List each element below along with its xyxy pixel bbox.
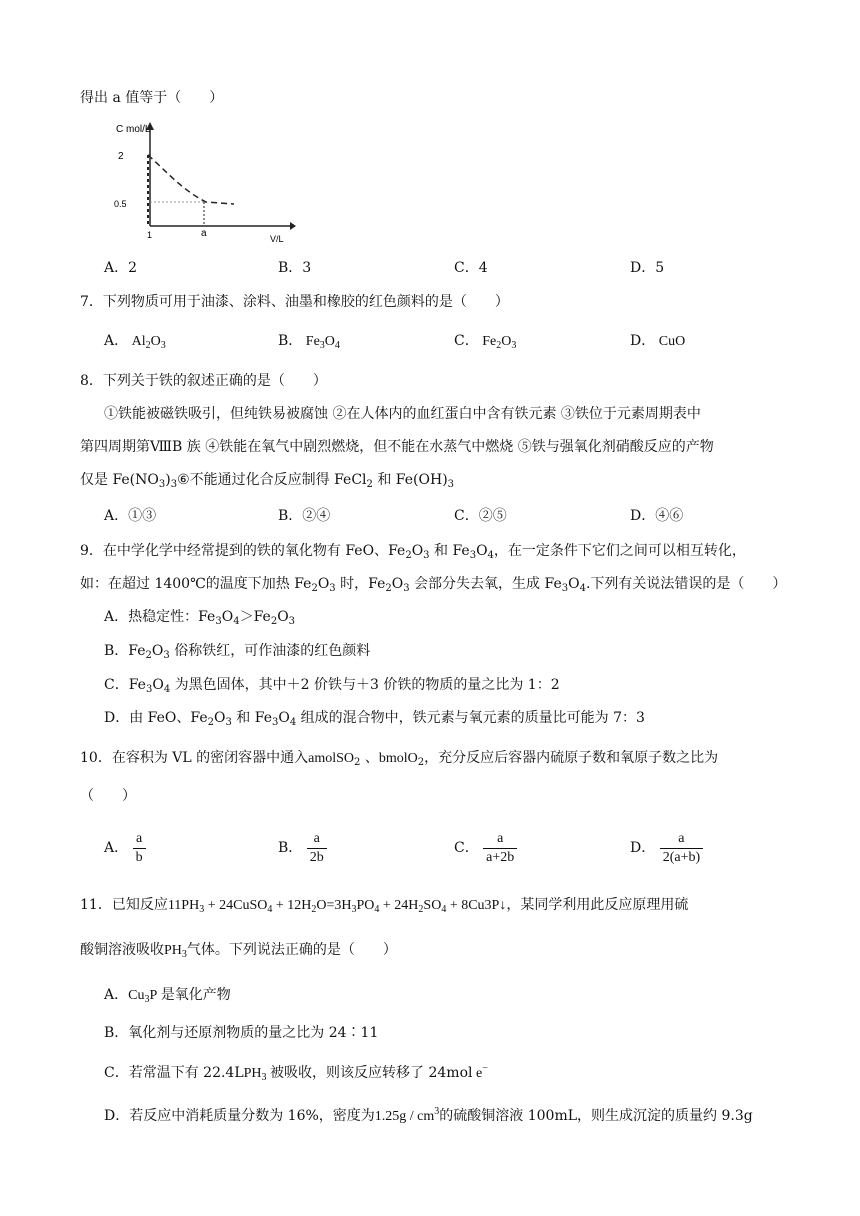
q9-option-d[interactable]: D．由 FeO、$Fe_2O_3$ 和 $Fe_3O_4$ 组成的混合物中，铁元素与氧元素的质量比可能为 7：3 xyxy=(104,710,645,728)
q9-stem-line-2: 如：在超过 1400℃的温度下加热 $Fe_2O_3$ 时，$Fe_2O_3$ 会部分失去氧，生成 $Fe_3O_4$.下列有关说法错误的是（ ） xyxy=(80,576,787,594)
q11-option-b[interactable]: B．氧化剂与还原剂物质的量之比为 24∶11 xyxy=(104,1025,379,1041)
x-axis-arrow xyxy=(290,222,296,230)
q8-statement-line-2: 第四周期第ⅧB 族 ④铁能在氧气中剧烈燃烧，但不能在水蒸气中燃烧 ⑤铁与强氧化剂硝酸反应的产物 xyxy=(80,439,714,455)
x-tick-1: 1 xyxy=(147,230,153,240)
q9-option-c[interactable]: C．$Fe_3O_4$ 为黑色固体，其中＋2 价铁与＋3 价铁的物质的量之比为 1：2 xyxy=(104,677,560,695)
q8-stem: 8．下列关于铁的叙述正确的是（ ） xyxy=(80,373,327,389)
q11-option-d[interactable]: D．若反应中消耗质量分数为 16%，密度为$1.25g / cm^3$的硫酸铜溶液 100mL，则生成沉淀的质量约 9.3g xyxy=(104,1106,753,1124)
q10-option-d[interactable]: D． $\frac{a}{2(a+b)}$ xyxy=(630,828,703,868)
y-tick-0-5: 0.5 xyxy=(114,199,127,209)
q6-option-a[interactable]: A．2 xyxy=(104,260,138,276)
q9-option-a[interactable]: A．热稳定性：$Fe_3O_4>Fe_2O_3$ xyxy=(104,609,296,627)
q11-option-a[interactable]: A．$Cu_3P$ 是氧化产物 xyxy=(104,987,231,1005)
q10-stem-line-2: （ ） xyxy=(80,788,136,804)
q8-option-a[interactable]: A．①③ xyxy=(104,508,157,524)
q11-option-c[interactable]: C．若常温下有 $22.4LPH_3$ 被吸收，则该反应转移了 24mol e− xyxy=(104,1063,488,1083)
q7-stem: 7．下列物质可用于油漆、涂料、油墨和橡胶的红色颜料的是（ ） xyxy=(80,294,509,310)
concentration-volume-graph xyxy=(110,118,300,248)
q10-option-b[interactable]: B． $\frac{a}{2b}$ xyxy=(278,828,327,868)
concentration-curve xyxy=(148,155,234,204)
q10-stem-line-1: 10．在容积为 VL 的密闭容器中通入amolSO$_2$ 、bmolO$_2$，充分反应后容器内硫原子数和氧原子数之比为 xyxy=(80,750,719,768)
q7-option-a[interactable]: A． $Al_2O_3$ xyxy=(104,333,166,351)
q11-stem-line-1: 11．已知反应$11PH_3$ + 24CuSO$_4$ + $12H_2O=3H_3PO_4 + 24H_2SO_4$ + 8Cu3P↓，某同学利用此反应原理用硫 xyxy=(80,897,689,915)
q7-option-b[interactable]: B． $Fe_3O_4$ xyxy=(278,333,340,351)
x-tick-a: a xyxy=(201,228,207,239)
q10-option-c[interactable]: C． $\frac{a}{a+2b}$ xyxy=(454,828,517,868)
q8-statement-line-3: 仅是 $Fe(NO_3)_3⑥$不能通过化合反应制得 FeCl$_2$ 和 $Fe(OH)_3$ xyxy=(80,472,455,490)
q8-statement-line-1: ①铁能被磁铁吸引，但纯铁易被腐蚀 ②在人体内的血红蛋白中含有铁元素 ③铁位于元素周期表中 xyxy=(104,406,701,422)
q6-option-c[interactable]: C．4 xyxy=(454,260,488,276)
q9-option-b[interactable]: B．$Fe_2O_3$ 俗称铁红，可作油漆的红色颜料 xyxy=(104,643,371,661)
q7-option-d[interactable]: D． CuO xyxy=(630,333,686,349)
y-tick-2: 2 xyxy=(118,151,124,162)
q6-option-d[interactable]: D．5 xyxy=(630,260,665,276)
q9-stem-line-1: 9．在中学化学中经常提到的铁的氧化物有 FeO、$Fe_2O_3$ 和 $Fe_3O_4$，在一定条件下它们之间可以相互转化， xyxy=(80,543,746,561)
q8-option-c[interactable]: C．②⑤ xyxy=(454,508,507,524)
q6-option-b[interactable]: B．3 xyxy=(278,260,312,276)
q7-option-c[interactable]: C． $Fe_2O_3$ xyxy=(454,333,517,351)
q8-option-b[interactable]: B．②④ xyxy=(278,508,331,524)
q8-option-d[interactable]: D．④⑥ xyxy=(630,508,684,524)
x-axis-label: V/L xyxy=(270,234,284,244)
q10-option-a[interactable]: A． $\frac{a}{b}$ xyxy=(104,828,146,868)
y-axis-label: C mol/L xyxy=(116,124,151,135)
q11-stem-line-2: 酸铜溶液吸收$PH_3$气体。下列说法正确的是（ ） xyxy=(80,942,397,960)
q6-stem-tail: 得出 a 值等于（ ） xyxy=(80,90,224,106)
